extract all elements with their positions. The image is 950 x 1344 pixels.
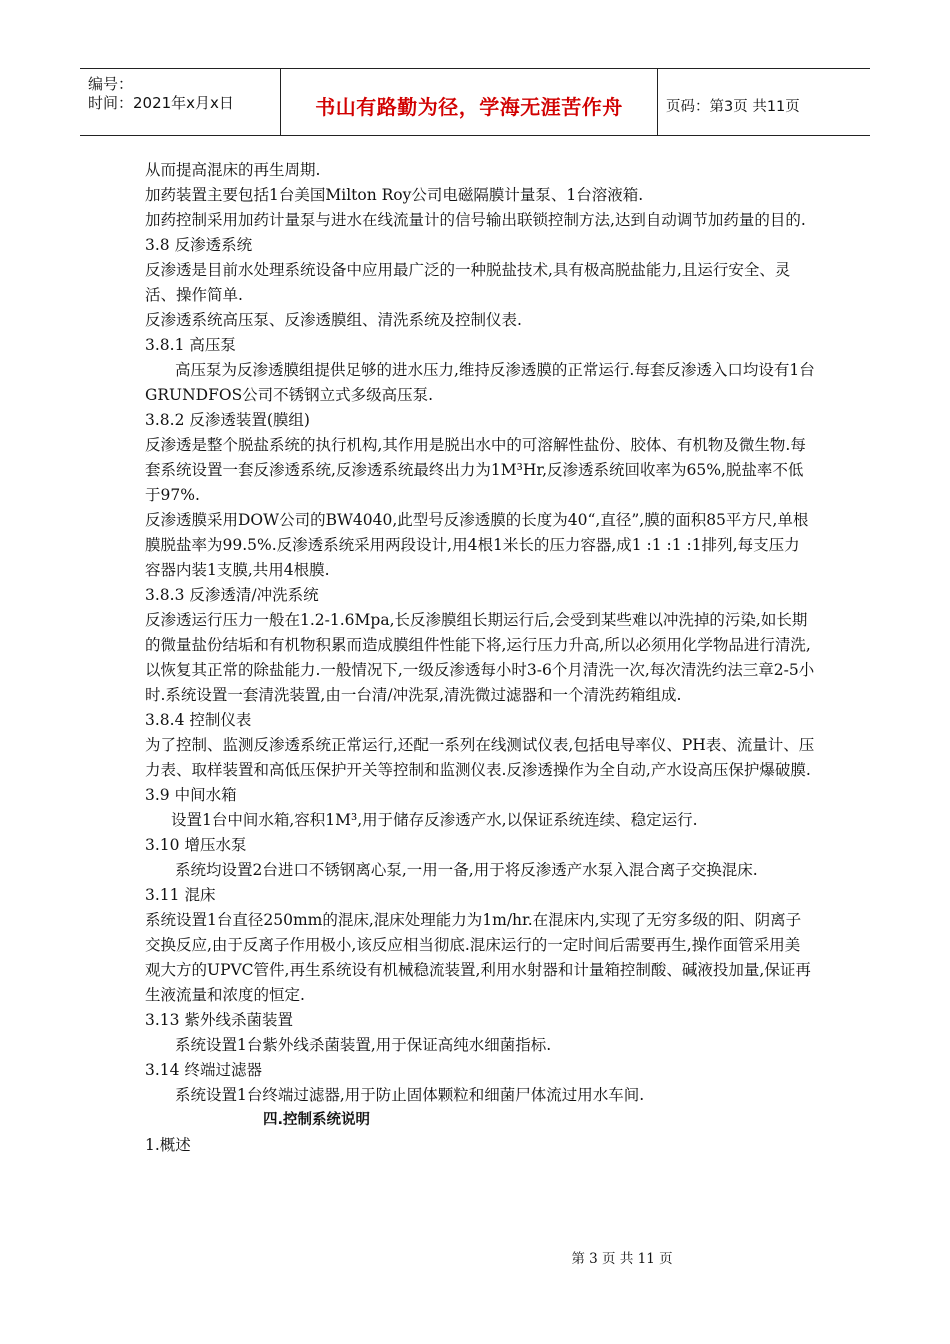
section-heading: 3.14 终端过滤器 <box>145 1061 262 1079</box>
paragraph: 反渗透是目前水处理系统设备中应用最广泛的一种脱盐技术,具有极高脱盐能力,且运行安全、灵活、操作简单. <box>145 261 791 304</box>
paragraph: 系统均设置2台进口不锈钢离心泵,一用一备,用于将反渗透产水泵入混合离子交换混床. <box>175 861 758 879</box>
header-meta-cell <box>80 69 281 135</box>
paragraph: 为了控制、监测反渗透系统正常运行,还配一系列在线测试仪表,包括电导率仪、PH表、流量计、压力表、取样装置和高低压保护开关等控制和监测仪表.反渗透操作为全自动,产水设高压保护爆破膜. <box>145 736 815 779</box>
footer-page-number: 第 3 页 共 11 页 <box>571 1251 673 1267</box>
paragraph: 反渗透膜采用DOW公司的BW4040,此型号反渗透膜的长度为40“,直径”,膜的面积85平方尺,单根膜脱盐率为99.5%.反渗透系统采用两段设计,用4根1米长的压力容器,成1 :1 :1 :1排列,每支压力容器内装1支膜,共用4根膜. <box>145 511 809 579</box>
header-page-cell <box>658 69 870 135</box>
document-body <box>145 158 815 1158</box>
paragraph: 反渗透是整个脱盐系统的执行机构,其作用是脱出水中的可溶解性盐份、胶体、有机物及微生物.每套系统设置一套反渗透系统,反渗透系统最终出力为1M³Hr,反渗透系统回收率为65%,脱盐率不低于97%. <box>145 436 806 504</box>
paragraph: 系统设置1台紫外线杀菌装置,用于保证高纯水细菌指标. <box>175 1036 552 1054</box>
section-heading: 3.11 混床 <box>145 886 216 904</box>
paragraph: 系统设置1台终端过滤器,用于防止固体颗粒和细菌尸体流过用水车间. <box>175 1086 645 1104</box>
paragraph: 从而提高混床的再生周期. <box>145 161 321 179</box>
paragraph: 系统设置1台直径250mm的混床,混床处理能力为1m/hr.在混床内,实现了无穷多级的阳、阴离子交换反应,由于反离子作用极小,该反应相当彻底.混床运行的一定时间后需要再生,操作面管采用美观大方的UPVC管件,再生系统设有机械稳流装置,利用水射器和计量箱控制酸、碱液投加量,保证再生液流量和浓度的恒定. <box>145 911 811 1004</box>
document-number-label: 编号： <box>88 75 134 93</box>
paragraph: 设置1台中间水箱,容积1M³,用于储存反渗透产水,以保证系统连续、稳定运行. <box>171 811 698 829</box>
section-heading: 3.8.3 反渗透清/冲洗系统 <box>145 586 319 604</box>
section-heading: 3.8 反渗透系统 <box>145 236 253 254</box>
paragraph: 加药装置主要包括1台美国Milton Roy公司电磁隔膜计量泵、1台溶液箱. <box>145 186 644 204</box>
section-heading: 3.8.2 反渗透装置(膜组) <box>145 411 310 429</box>
page-header <box>80 68 870 136</box>
paragraph: 反渗透运行压力一般在1.2-1.6Mpa,长反渗膜组长期运行后,会受到某些难以冲洗掉的污染,如长期的微量盐份结垢和有机物积累而造成膜组件性能下将,运行压力升高,所以必须用化学物品进行清洗,以恢复其正常的除盐能力.一般情况下,一级反渗透每小时3-6个月清洗一次,每次清洗约法三章2-5小时.系统设置一套清洗装置,由一台清/冲洗泵,清洗微过滤器和一个清洗药箱组成. <box>145 611 815 704</box>
paragraph: 加药控制采用加药计量泵与进水在线流量计的信号输出联锁控制方法,达到自动调节加药量的目的. <box>145 211 806 229</box>
section-heading: 3.10 增压水泵 <box>145 836 247 854</box>
document-time-label: 时间：2021年x月x日 <box>88 94 234 112</box>
header-motto: 书山有路勤为径，学海无涯苦作舟 <box>315 95 623 119</box>
section-heading: 3.9 中间水箱 <box>145 786 237 804</box>
header-page-info: 页码：第3页 共11页 <box>666 99 800 115</box>
paragraph: 高压泵为反渗透膜组提供足够的进水压力,维持反渗透膜的正常运行.每套反渗透入口均设有1台GRUNDFOS公司不锈钢立式多级高压泵. <box>145 361 815 404</box>
section-heading: 1.概述 <box>145 1136 191 1154</box>
section-heading: 3.8.4 控制仪表 <box>145 711 252 729</box>
section-heading: 3.13 紫外线杀菌装置 <box>145 1011 293 1029</box>
section-heading: 3.8.1 高压泵 <box>145 336 236 354</box>
paragraph: 反渗透系统高压泵、反渗透膜组、清洗系统及控制仪表. <box>145 311 522 329</box>
chapter-heading: 四.控制系统说明 <box>263 1112 371 1128</box>
page-footer <box>0 1247 950 1267</box>
header-motto-cell <box>281 69 658 135</box>
